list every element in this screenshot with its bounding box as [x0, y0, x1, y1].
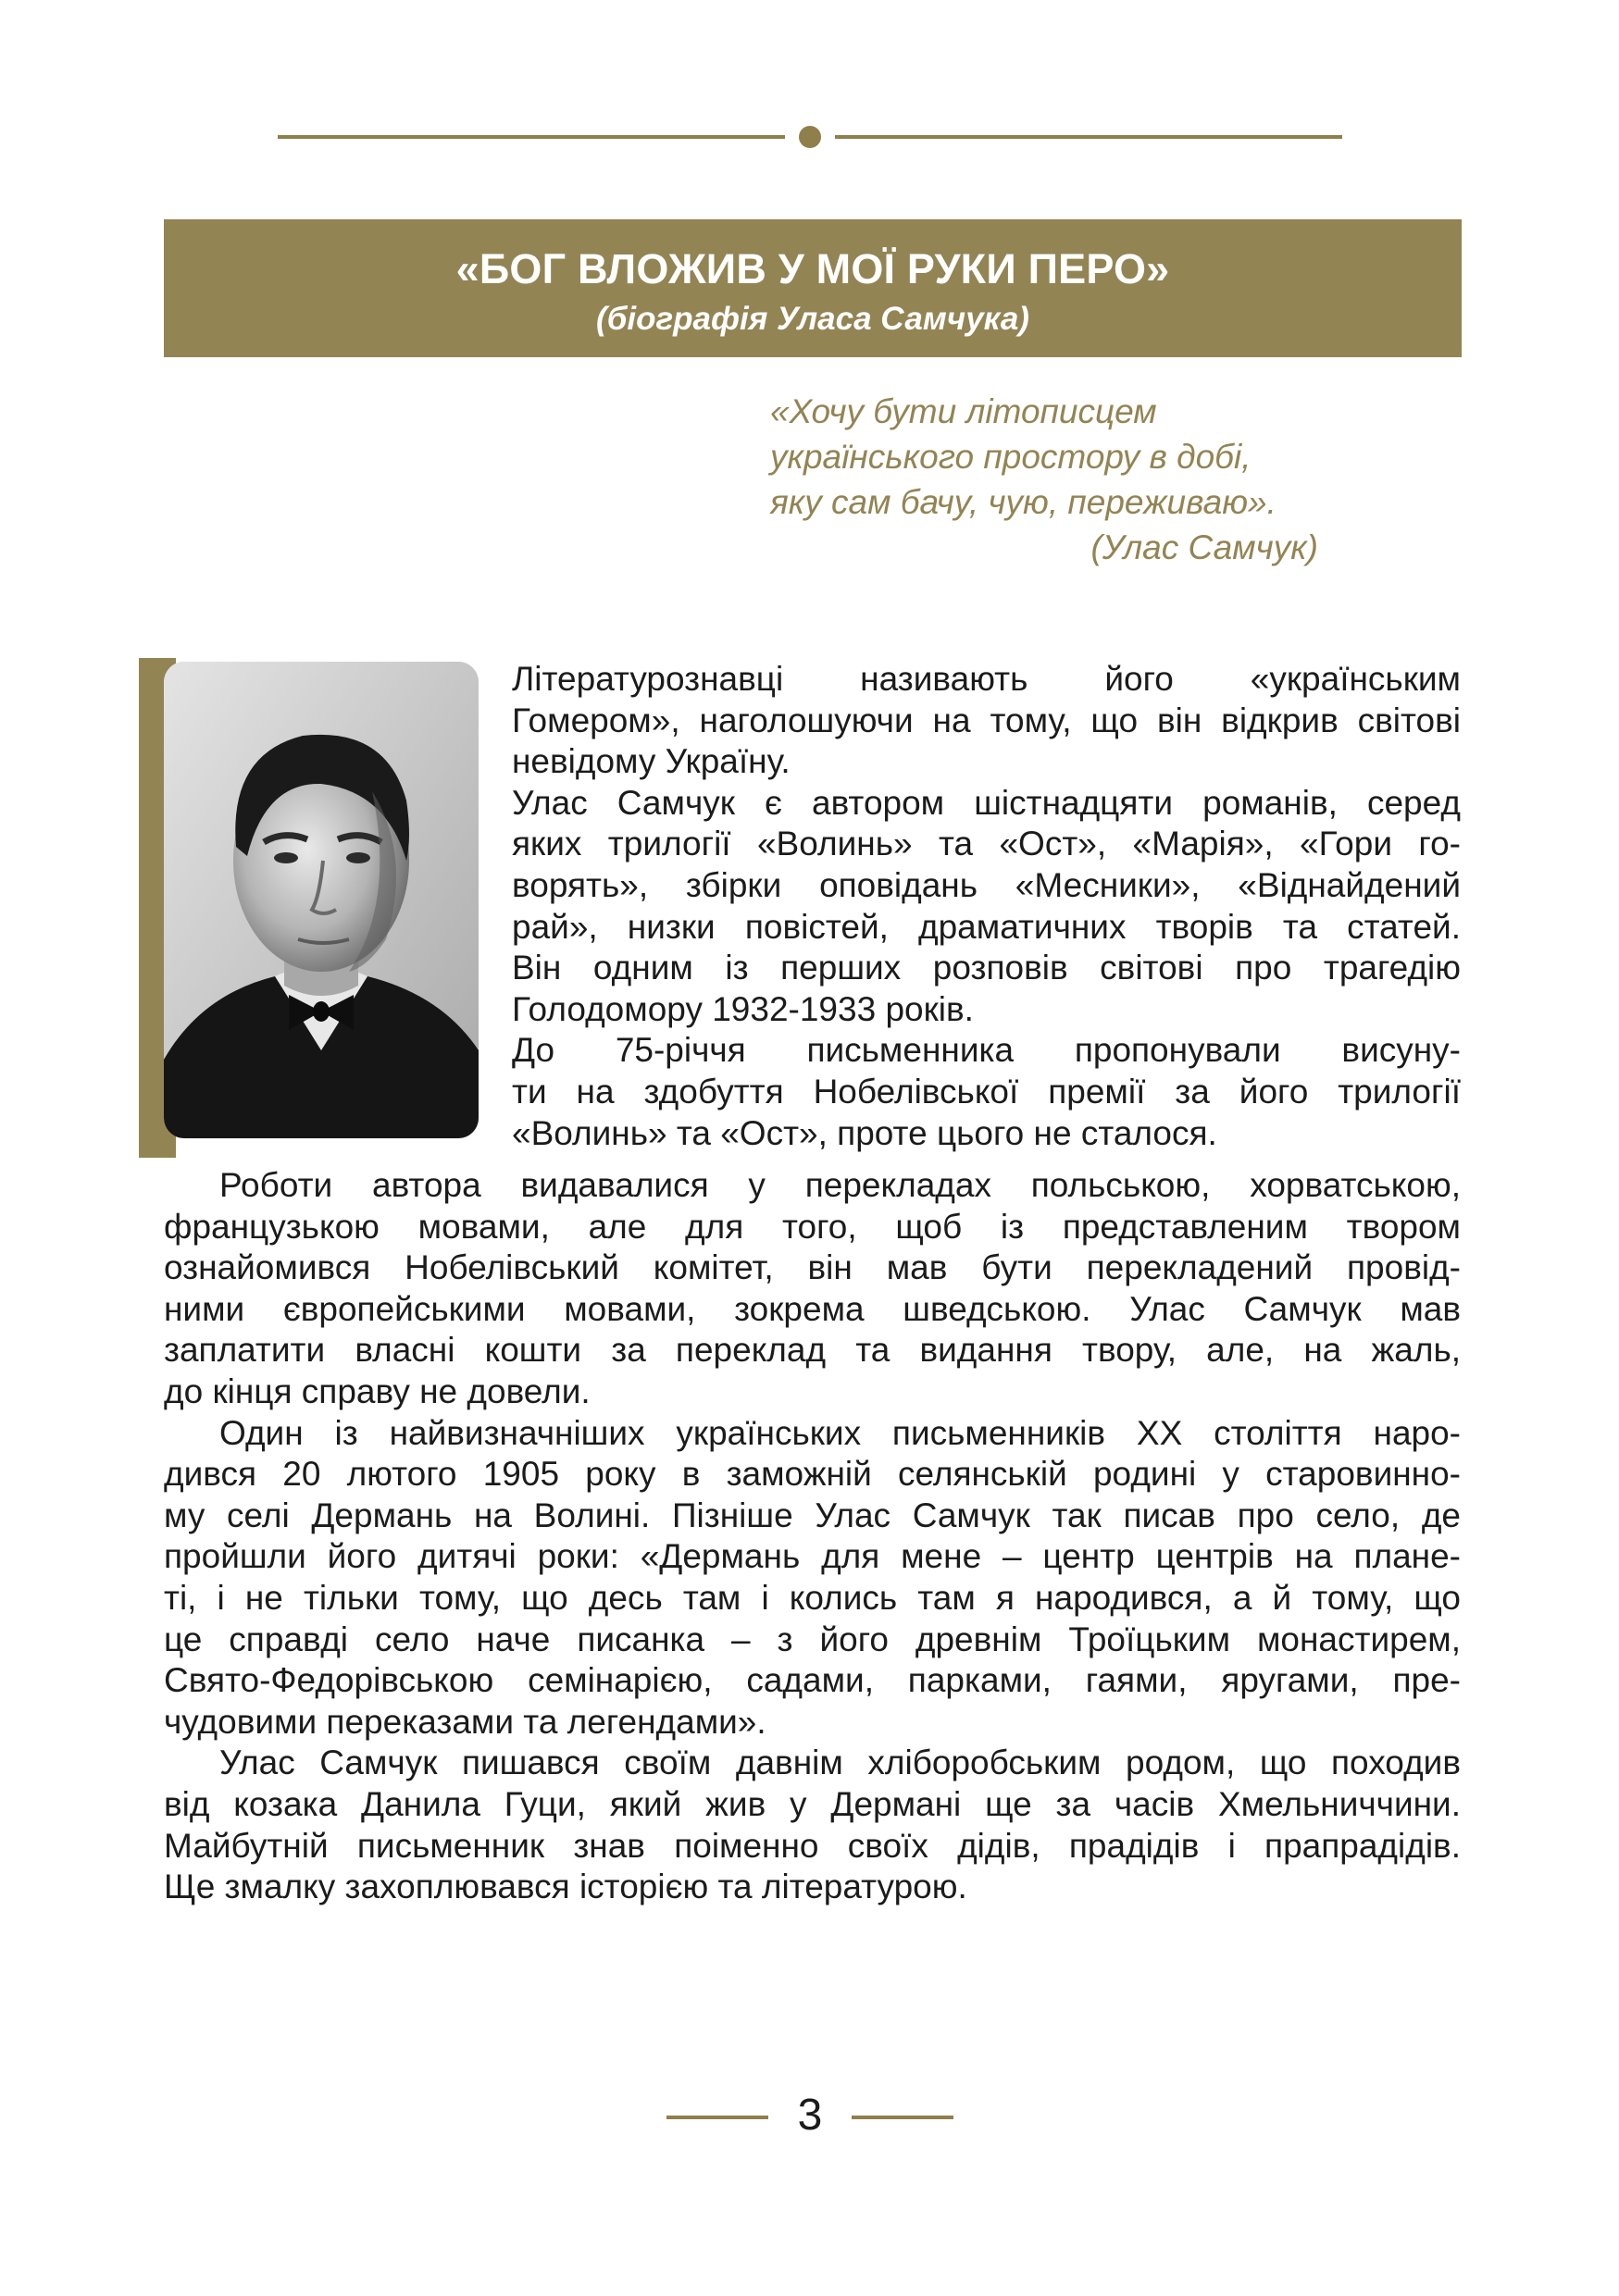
ornament-dot [799, 126, 821, 148]
ornament-line-right [835, 135, 1342, 139]
body-line: ними європейськими мовами, зокрема шведською. Улас Самчук мав [164, 1289, 1461, 1328]
epigraph-line: яку сам бачу, чую, переживаю». [770, 483, 1277, 521]
body-line: Улас Самчук є автором шістнадцяти романів, серед [512, 783, 1461, 822]
body-line: Він одним із перших розповів світові про трагедію [512, 949, 1461, 987]
body-line: пройшли його дитячі роки: «Дермань для мене – центр центрів на плане- [164, 1537, 1461, 1576]
page-subtitle: (біографія Уласа Самчука) [596, 301, 1029, 337]
ornament-line-left [278, 135, 785, 139]
body-line: Літературознавці називають його «українським [512, 660, 1461, 698]
epigraph-line: «Хочу бути літописцем [770, 392, 1157, 430]
body-line: до кінця справу не довели. [164, 1371, 591, 1410]
page-number: 3 [797, 2091, 823, 2140]
body-line: ті, і не тільки тому, що десь там і колись там я народився, а й тому, що [164, 1578, 1461, 1617]
body-line: Майбутній письменник знав поіменно своїх дідів, прадідів і прапрадідів. [164, 1826, 1461, 1865]
body-line: Один із найвизначніших українських письменників ХХ століття наро- [219, 1413, 1461, 1452]
body-line: французькою мовами, але для того, щоб із представленим твором [164, 1207, 1461, 1246]
intro-column-text [512, 659, 1461, 1154]
body-line: Гомером», наголошуючи на тому, що він відкрив світові [512, 701, 1461, 739]
body-line: ворять», збірки оповідань «Месники», «Віднайдений [512, 865, 1461, 904]
body-line: Улас Самчук пишався своїм давнім хліборобським родом, що походив [219, 1744, 1461, 1782]
body-line: яких трилогії «Волинь» та «Ост», «Марія», «Гори го- [512, 825, 1461, 863]
page-title: «БОГ ВЛОЖИВ У МОЇ РУКИ ПЕРО» [455, 245, 1170, 292]
body-line: ти на здобуття Нобелівської премії за його трилогії [512, 1072, 1461, 1111]
body-line: заплатити власні кошти за переклад та видання твору, але, на жаль, [164, 1331, 1461, 1370]
body-line: Роботи автора видавалися у перекладах польською, хорватською, [219, 1166, 1461, 1204]
main-body-text [164, 1165, 1461, 1908]
body-line: му селі Дермань на Волині. Пізніше Улас Самчук так писав про село, де [164, 1496, 1461, 1534]
body-line: «Волинь» та «Ост», проте цього не сталося. [512, 1113, 1217, 1152]
top-ornament [278, 118, 1342, 155]
body-line: Голодомору 1932-1933 років. [512, 989, 974, 1028]
body-line: це справді село наче писанка – з його древнім Троїцьким монастирем, [164, 1620, 1461, 1658]
body-line: чудовими переказами та легендами». [164, 1702, 766, 1741]
title-banner [164, 219, 1462, 357]
body-line: До 75-річчя письменника пропонували висуну- [512, 1031, 1461, 1070]
body-line: рай», низки повістей, драматичних творів та статей. [512, 907, 1461, 946]
body-line: ознайомився Нобелівський комітет, він мав бути перекладений провід- [164, 1248, 1461, 1287]
epigraph [770, 389, 1344, 570]
page-footer [666, 2090, 953, 2145]
body-line: невідому Україну. [512, 742, 791, 781]
body-line: від козака Данила Гуци, який жив у Дермані ще за часів Хмельниччини. [164, 1784, 1461, 1823]
body-line: Свято-Федорівською семінарією, садами, парками, гаями, яругами, пре- [164, 1661, 1461, 1700]
footer-line-right [852, 2116, 953, 2119]
body-line: Ще змалку захоплювався історією та літературою. [164, 1868, 967, 1906]
epigraph-line: українського простору в добі, [770, 438, 1252, 476]
body-line: дився 20 лютого 1905 року в заможній селянській родині у старовинно- [164, 1455, 1461, 1494]
epigraph-author: (Улас Самчук) [1090, 528, 1318, 566]
portrait-photo [164, 662, 479, 1138]
